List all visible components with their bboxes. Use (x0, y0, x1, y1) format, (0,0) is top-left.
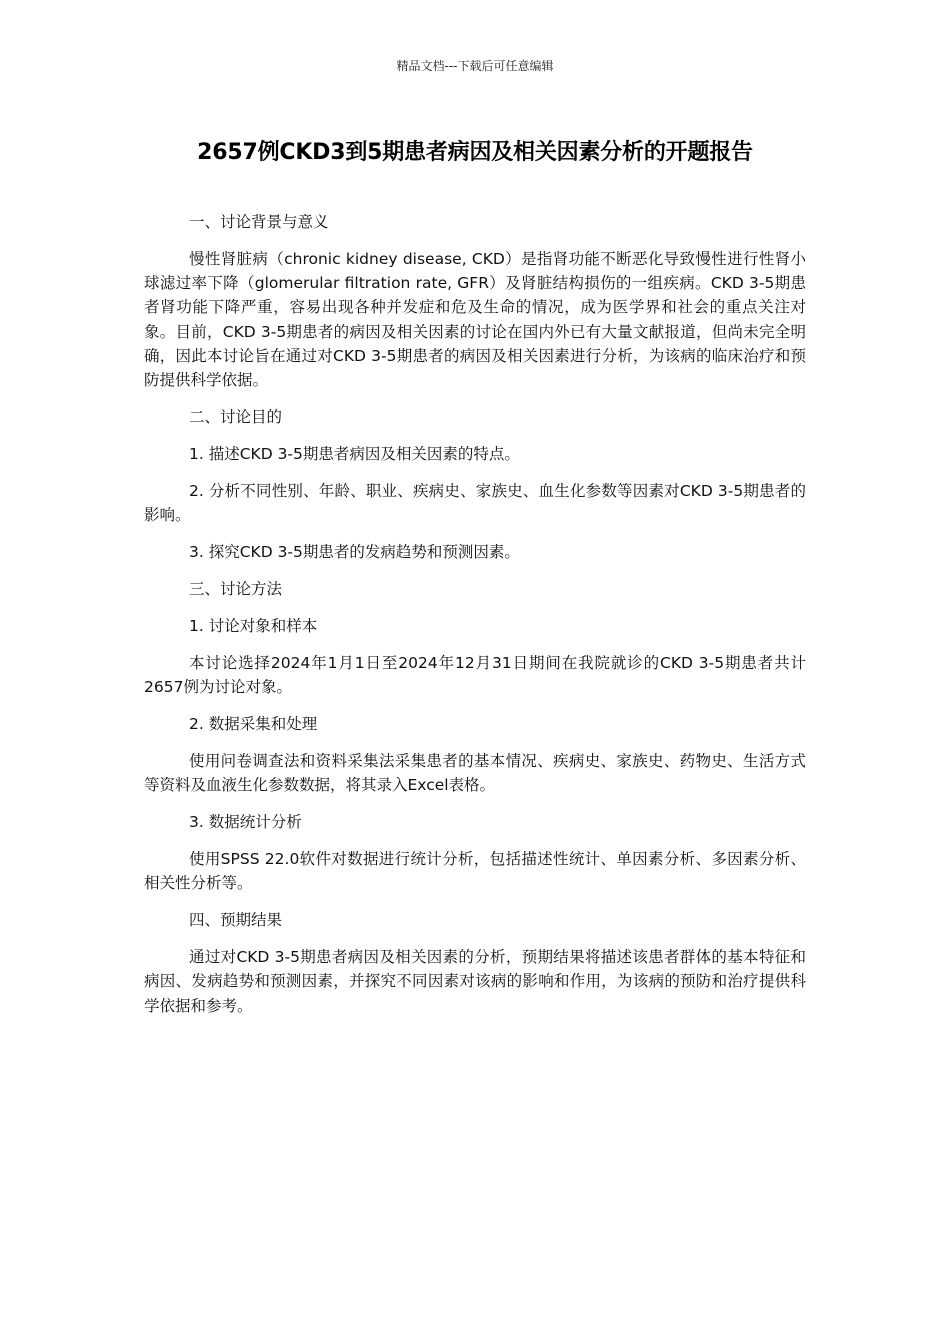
section-heading-background: 一、讨论背景与意义 (189, 213, 329, 231)
page-header: 精品文档---下载后可任意编辑 (396, 59, 554, 73)
subheading-data-collection: 2. 数据采集和处理 (189, 715, 318, 734)
document-body (144, 210, 806, 1031)
purpose-item-2: 2. 分析不同性别、年龄、职业、疾病史、家族史、血生化参数等因素对CKD 3-5期患者的影响。 (144, 482, 806, 525)
purpose-item-1: 1. 描述CKD 3-5期患者病因及相关因素的特点。 (189, 445, 520, 464)
subheading-subjects: 1. 讨论对象和样本 (189, 617, 318, 636)
section-heading-purpose: 二、讨论目的 (189, 408, 283, 427)
section-heading-methods: 三、讨论方法 (189, 580, 283, 599)
paragraph-background: 慢性肾脏病（chronic kidney disease, CKD）是指肾功能不断恶化导致慢性进行性肾小球滤过率下降（glomerular filtration rate, GFR）及肾脏结构损伤的一组疾病。CKD 3-5期患者肾功能下降严重，容易出现各种并发症和危及生命的情况，成为医学界和社会的重点关注对象。目前，CKD 3-5期患者的病因及相关因素的讨论在国内外已有大量文献报道，但尚未完全明确，因此本讨论旨在通过对CKD 3-5期患者的病因及相关因素进行分析，为该病的临床治疗和预防提供科学依据。 (144, 249, 806, 390)
paragraph-data-collection: 使用问卷调查法和资料采集法采集患者的基本情况、疾病史、家族史、药物史、生活方式等资料及血液生化参数数据，将其录入Excel表格。 (144, 751, 806, 795)
paragraph-statistics: 使用SPSS 22.0软件对数据进行统计分析，包括描述性统计、单因素分析、多因素分析、相关性分析等。 (144, 850, 806, 893)
subheading-statistics: 3. 数据统计分析 (189, 813, 302, 832)
section-heading-expected-results: 四、预期结果 (189, 911, 283, 930)
paragraph-subjects: 本讨论选择2024年1月1日至2024年12月31日期间在我院就诊的CKD 3-5期患者共计2657例为讨论对象。 (144, 653, 806, 697)
purpose-item-3: 3. 探究CKD 3-5期患者的发病趋势和预测因素。 (189, 543, 520, 562)
paragraph-expected-results: 通过对CKD 3-5期患者病因及相关因素的分析，预期结果将描述该患者群体的基本特征和病因、发病趋势和预测因素，并探究不同因素对该病的影响和作用，为该病的预防和治疗提供科学依据和参考。 (144, 948, 806, 1015)
document-title: 2657例CKD3到5期患者病因及相关因素分析的开题报告 (197, 140, 753, 165)
